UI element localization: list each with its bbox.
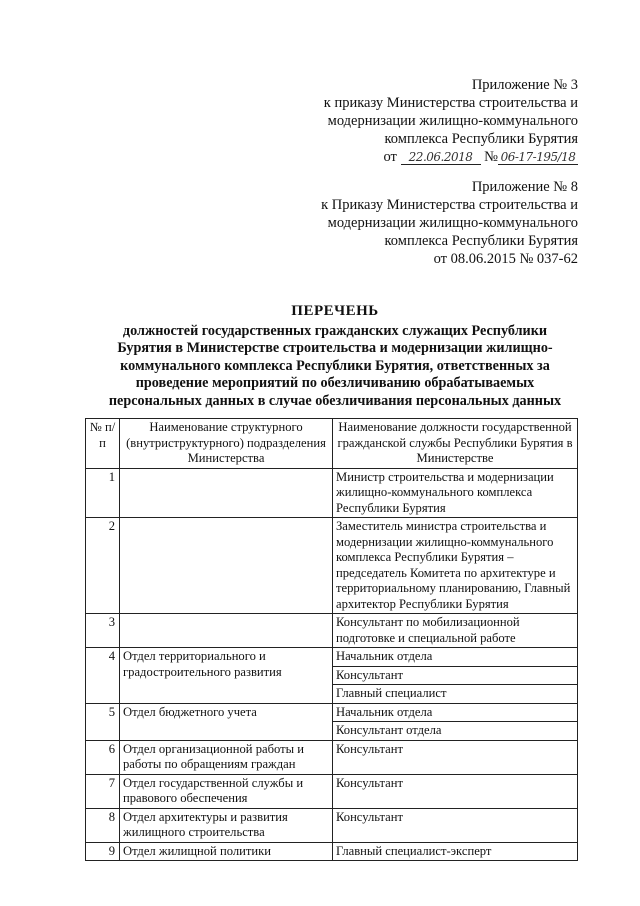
position-cell: Главный специалист-эксперт [333,842,578,861]
row-number: 9 [86,842,120,861]
title-line: проведение мероприятий по обезличиванию обрабатываемых [135,375,535,391]
position-cell: Начальник отдела [333,648,578,667]
position-cell: Консультант [333,808,578,842]
title-line: должностей государственных гражданских служащих Республики [122,322,548,339]
table-row [86,648,578,667]
table-row [86,703,578,722]
annex-3-line: комплекса Республики Бурятия [384,131,578,147]
title-line: персональных данных в случае обезличивания персональных данных [108,392,562,409]
department-cell: Отдел территориального и градостроительного развития [120,648,333,704]
document-title [70,303,600,410]
number-label: № [484,149,498,165]
position-cell: Начальник отдела [333,703,578,722]
table-row [86,808,578,842]
department-cell: Отдел бюджетного учета [120,703,333,740]
row-number: 8 [86,808,120,842]
title-line: коммунального комплекса Республики Бурятия, ответственных за [120,357,550,374]
header-num: № п/п [86,419,120,469]
row-number: 3 [86,614,120,648]
annex-8-line: модернизации жилищно-коммунального [327,215,578,231]
annex-8-block [321,178,578,268]
table-row [86,614,578,648]
position-cell: Консультант [333,740,578,774]
department-cell [120,468,333,518]
department-cell [120,614,333,648]
row-number: 1 [86,468,120,518]
title-heading: ПЕРЕЧЕНЬ [291,303,379,319]
row-number: 5 [86,703,120,740]
annex-3-line: к приказу Министерства строительства и [323,95,578,111]
position-cell: Консультант [333,666,578,685]
table-row [86,468,578,518]
table-row [86,518,578,614]
positions-table [85,418,578,861]
position-cell: Консультант по мобилизационной подготовке и специальной работе [333,614,578,648]
table-row [86,740,578,774]
annex-8-title: Приложение № 8 [471,179,578,195]
table-header-row [86,419,578,469]
table-body [86,468,578,861]
department-cell: Отдел жилищной политики [120,842,333,861]
annex-3-title: Приложение № 3 [471,77,578,93]
header-dept: Наименование структурного (внутриструктурного) подразделения Министерства [120,419,333,469]
annex-8-date-line: от 08.06.2015 № 037-62 [433,251,578,267]
annex-8-line: к Приказу Министерства строительства и [321,197,578,213]
position-cell: Заместитель министра строительства и модернизации жилищно-коммунального комплекса Республики Бурятия – председатель Комитета по архитектуре и территориальному планированию, Главный архитектор Республики Бурятия [333,518,578,614]
handwritten-number: 06-17-195/18 [498,150,578,165]
position-cell: Консультант отдела [333,722,578,741]
handwritten-date: 22.06.2018 [401,150,481,165]
title-line: Бурятия в Министерстве строительства и модернизации жилищно- [117,340,553,356]
department-cell [120,518,333,614]
annex-3-date-line [324,148,578,166]
department-cell: Отдел государственной службы и правового обеспечения [120,774,333,808]
department-cell: Отдел организационной работы и работы по обращениям граждан [120,740,333,774]
position-cell: Министр строительства и модернизации жилищно-коммунального комплекса Республики Бурятия [333,468,578,518]
header-position: Наименование должности государственной гражданской службы Республики Бурятия в Министерстве [333,419,578,469]
row-number: 7 [86,774,120,808]
department-cell: Отдел архитектуры и развития жилищного строительства [120,808,333,842]
table-row [86,842,578,861]
from-label: от [383,149,397,165]
row-number: 2 [86,518,120,614]
row-number: 4 [86,648,120,704]
annex-3-block [324,76,578,166]
row-number: 6 [86,740,120,774]
annex-8-line: комплекса Республики Бурятия [384,233,578,249]
position-cell: Консультант [333,774,578,808]
position-cell: Главный специалист [333,685,578,704]
table-row [86,774,578,808]
annex-3-line: модернизации жилищно-коммунального [327,113,578,129]
